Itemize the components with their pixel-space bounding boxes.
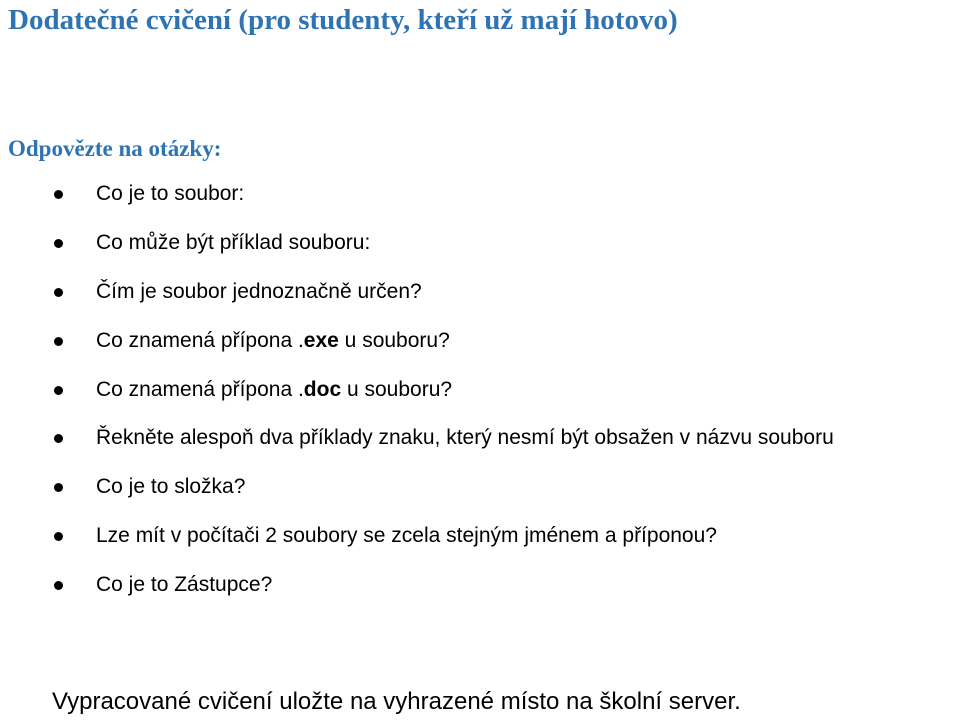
question-text: Co může být příklad souboru: [96,231,371,255]
footer-instruction: Vypracované cvičení uložte na vyhrazené místo na školní server. [52,688,741,715]
question-text: Co je to Zástupce? [96,572,273,596]
bullet-icon [54,386,63,395]
question-text: Co znamená přípona .exe u souboru? [96,328,450,352]
question-text: Co je to soubor: [96,182,245,206]
bullet-icon [54,581,63,590]
question-text: Řekněte alespoň dva příklady znaku, který nesmí být obsažen v názvu souboru [96,426,834,450]
bullet-icon [54,239,63,248]
question-text: Čím je soubor jednoznačně určen? [96,279,422,303]
bullet-icon [54,288,63,297]
bullet-icon [54,483,63,492]
section-subtitle: Odpovězte na otázky: [8,136,222,161]
page-title: Dodatečné cvičení (pro studenty, kteří už mají hotovo) [8,4,678,36]
bullet-icon [54,337,63,346]
bullet-icon [54,190,63,199]
question-text: Lze mít v počítači 2 soubory se zcela stejným jménem a příponou? [96,523,717,547]
bullet-icon [54,532,63,541]
question-text: Co je to složka? [96,475,246,499]
bullet-icon [54,434,63,443]
question-text: Co znamená přípona .doc u souboru? [96,377,453,401]
